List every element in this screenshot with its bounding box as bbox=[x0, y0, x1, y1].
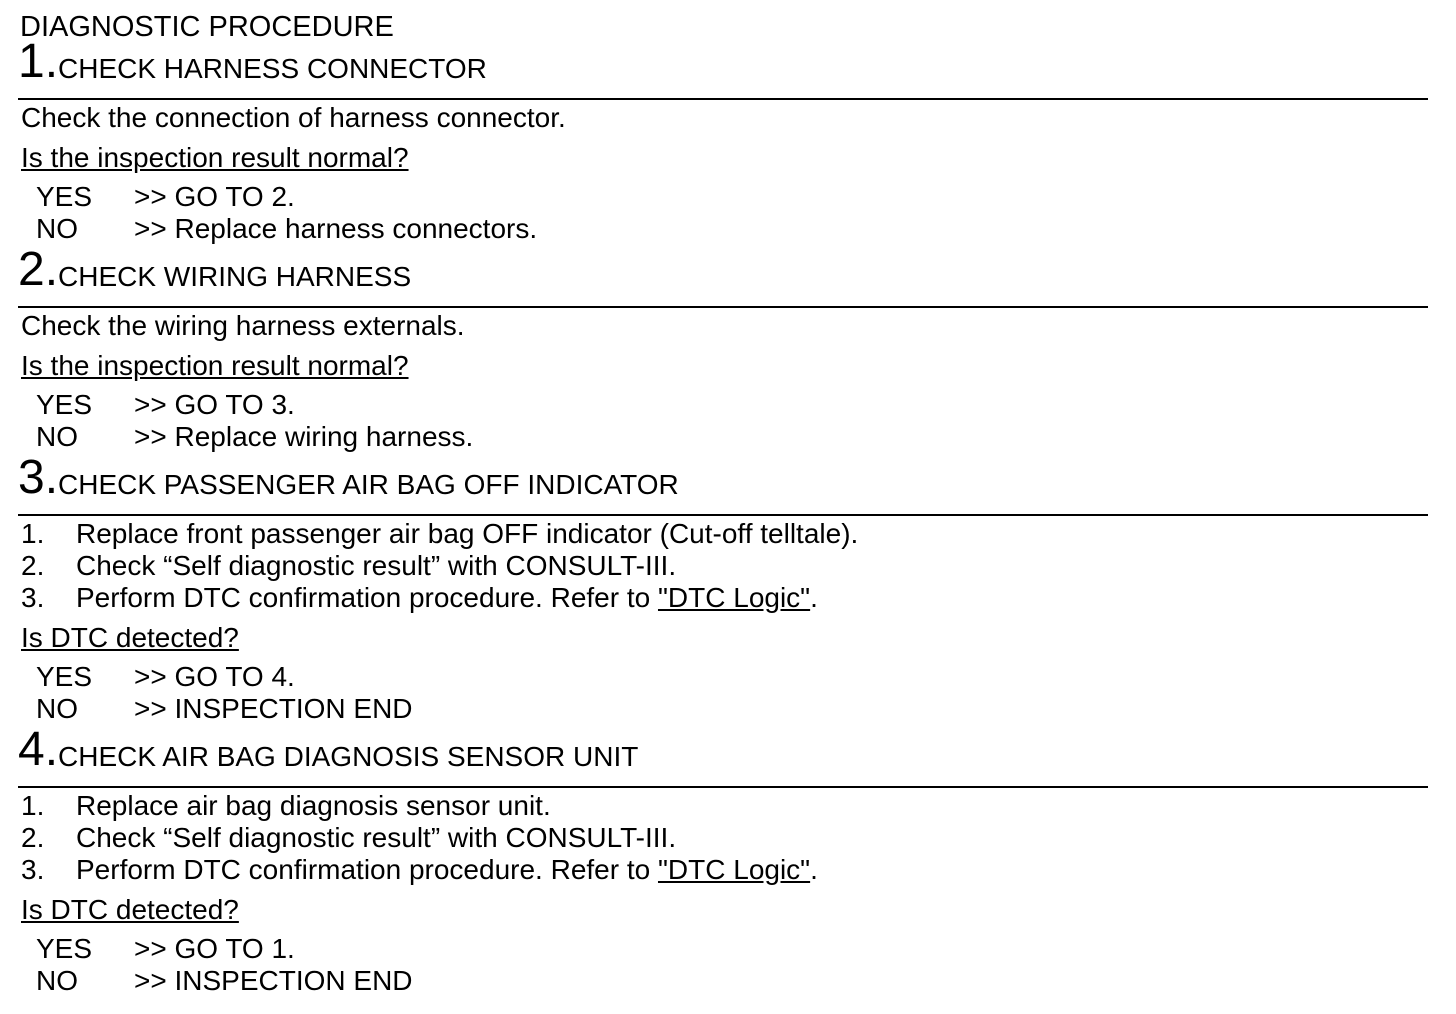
list-item bbox=[21, 582, 1428, 614]
step-instruction: Check the connection of harness connector. bbox=[21, 102, 566, 133]
result-no-action: >> INSPECTION END bbox=[134, 965, 413, 996]
step-title: CHECK AIR BAG DIAGNOSIS SENSOR UNIT bbox=[58, 741, 639, 772]
page-title: DIAGNOSTIC PROCEDURE bbox=[20, 11, 394, 43]
step-number: 1. bbox=[18, 35, 59, 88]
step-title: CHECK HARNESS CONNECTOR bbox=[58, 53, 487, 84]
step-number: 2. bbox=[18, 243, 59, 296]
list-item bbox=[21, 790, 1428, 822]
result-no-key: NO bbox=[36, 965, 78, 996]
result-no-action: >> Replace harness connectors. bbox=[134, 213, 538, 244]
result-yes bbox=[18, 181, 1428, 213]
list-item-number: 2. bbox=[21, 822, 45, 853]
result-yes-key: YES bbox=[36, 389, 93, 420]
step-question: Is DTC detected? bbox=[21, 622, 239, 653]
result-yes-key: YES bbox=[36, 933, 93, 964]
step-title: CHECK WIRING HARNESS bbox=[58, 261, 412, 292]
list-item bbox=[21, 550, 1428, 582]
step-question: Is the inspection result normal? bbox=[21, 142, 409, 173]
list-item bbox=[21, 822, 1428, 854]
step-instruction: Check the wiring harness externals. bbox=[21, 310, 465, 341]
step-1 bbox=[18, 35, 1428, 245]
list-item-number: 2. bbox=[21, 550, 45, 581]
result-yes-action: >> GO TO 2. bbox=[134, 181, 295, 212]
list-item-number: 1. bbox=[21, 790, 45, 821]
result-yes-key: YES bbox=[36, 661, 93, 692]
step-instruction-list bbox=[21, 518, 1428, 614]
list-item-text: Check “Self diagnostic result” with CONSULT-III. bbox=[76, 550, 677, 581]
result-yes-action: >> GO TO 1. bbox=[134, 933, 295, 964]
list-item-text: Replace air bag diagnosis sensor unit. bbox=[76, 790, 551, 821]
step-instruction-list bbox=[21, 790, 1428, 886]
list-item-text: Check “Self diagnostic result” with CONSULT-III. bbox=[76, 822, 677, 853]
dtc-logic-link[interactable]: "DTC Logic" bbox=[657, 854, 811, 885]
result-yes bbox=[18, 933, 1428, 965]
result-no bbox=[18, 421, 1428, 453]
result-yes-key: YES bbox=[36, 181, 93, 212]
list-item-number: 3. bbox=[21, 582, 45, 613]
step-question: Is the inspection result normal? bbox=[21, 350, 409, 381]
result-no-key: NO bbox=[36, 213, 78, 244]
list-item bbox=[21, 518, 1428, 550]
step-number: 4. bbox=[18, 723, 59, 776]
step-1-header bbox=[18, 35, 1428, 100]
result-no bbox=[18, 213, 1428, 245]
step-2 bbox=[18, 243, 1428, 453]
step-2-header bbox=[18, 243, 1428, 308]
list-item-number: 1. bbox=[21, 518, 45, 549]
step-3-header bbox=[18, 451, 1428, 516]
list-item-text: Perform DTC confirmation procedure. Refer to "DTC Logic". bbox=[76, 854, 818, 885]
list-item bbox=[21, 854, 1428, 886]
step-4-header bbox=[18, 723, 1428, 788]
result-no bbox=[18, 965, 1428, 997]
step-title: CHECK PASSENGER AIR BAG OFF INDICATOR bbox=[58, 469, 679, 500]
result-no-key: NO bbox=[36, 693, 78, 724]
dtc-logic-link[interactable]: "DTC Logic" bbox=[657, 582, 811, 613]
result-no-action: >> INSPECTION END bbox=[134, 693, 413, 724]
result-no-action: >> Replace wiring harness. bbox=[134, 421, 474, 452]
result-no bbox=[18, 693, 1428, 725]
list-item-text: Perform DTC confirmation procedure. Refer to "DTC Logic". bbox=[76, 582, 818, 613]
result-yes bbox=[18, 389, 1428, 421]
step-3 bbox=[18, 451, 1428, 725]
result-yes-action: >> GO TO 3. bbox=[134, 389, 295, 420]
step-number: 3. bbox=[18, 451, 59, 504]
step-question: Is DTC detected? bbox=[21, 894, 239, 925]
result-no-key: NO bbox=[36, 421, 78, 452]
result-yes bbox=[18, 661, 1428, 693]
result-yes-action: >> GO TO 4. bbox=[134, 661, 295, 692]
list-item-text: Replace front passenger air bag OFF indicator (Cut-off telltale). bbox=[76, 518, 859, 549]
list-item-number: 3. bbox=[21, 854, 45, 885]
step-4 bbox=[18, 723, 1428, 997]
